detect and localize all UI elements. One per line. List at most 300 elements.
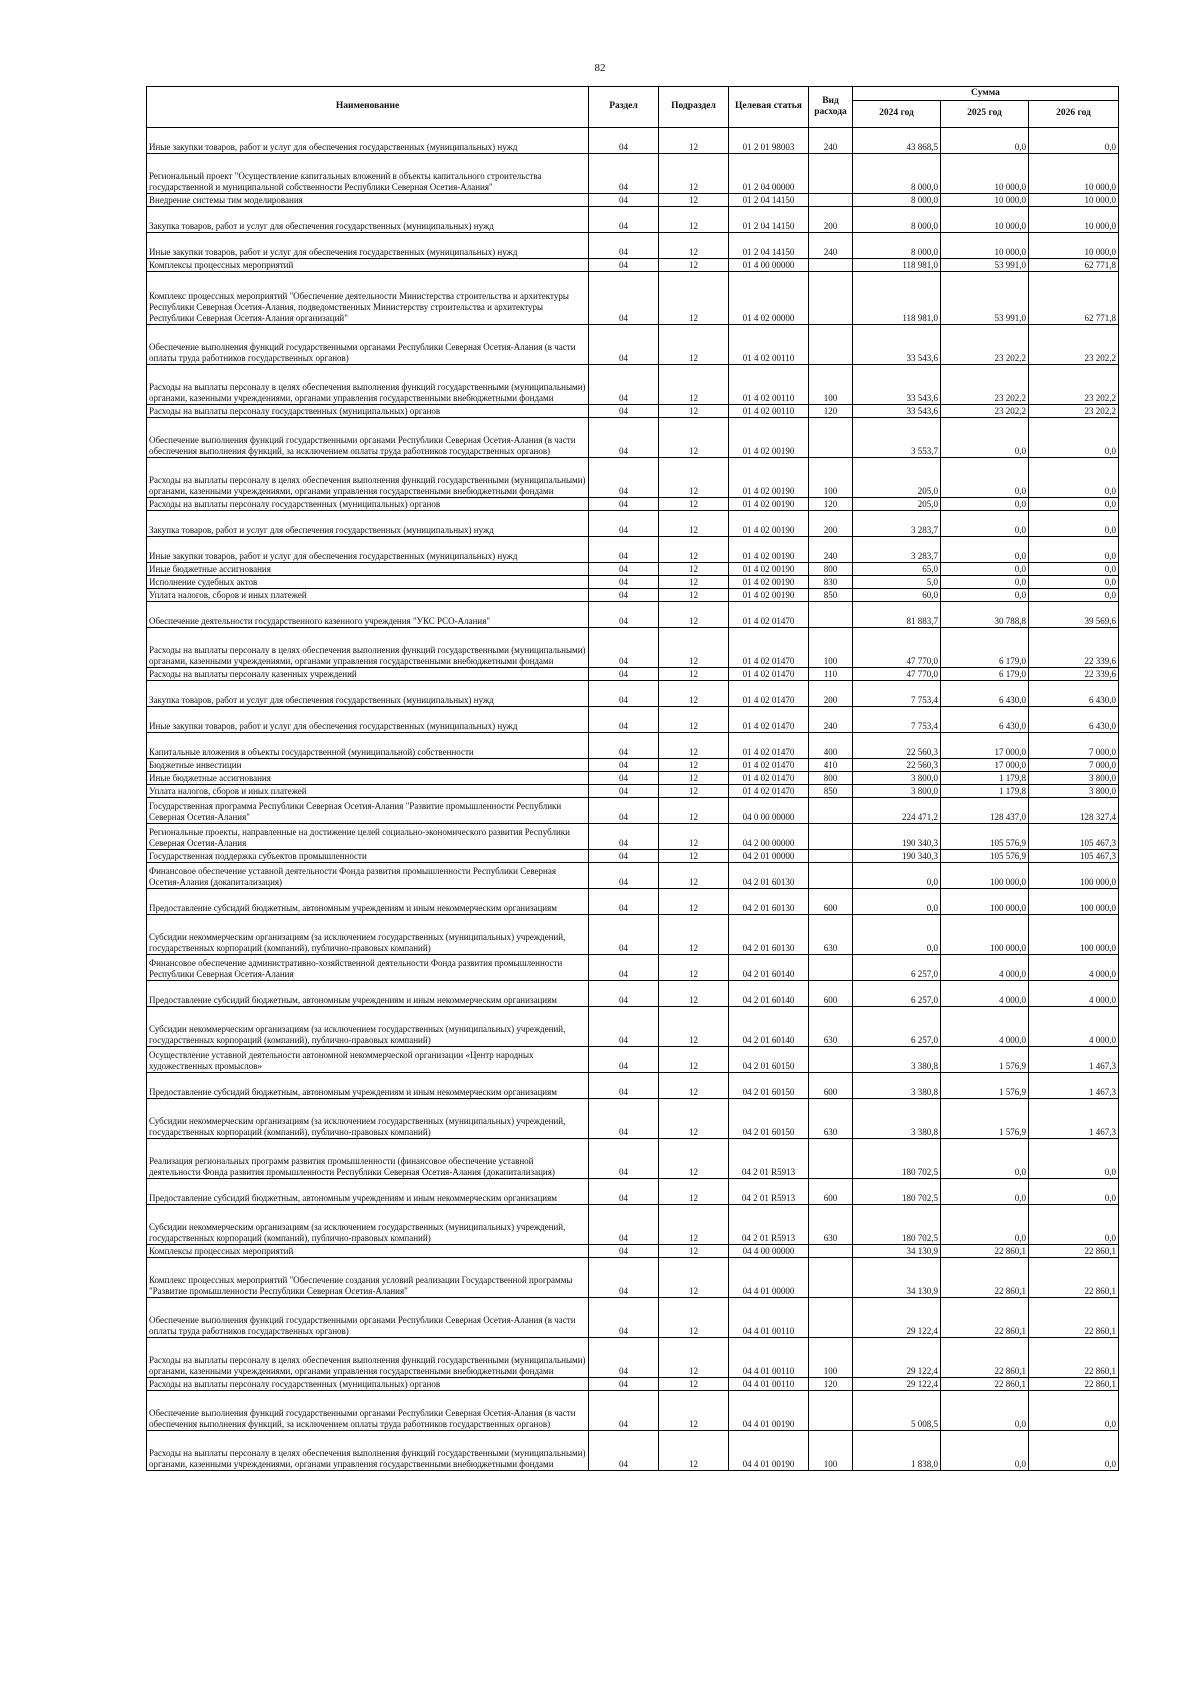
- row-podrazdel: 12: [659, 563, 729, 576]
- row-2025: 4 000,0: [941, 981, 1029, 1007]
- row-name: Иные закупки товаров, работ и услуг для обеспечения государственных (муниципальных) нужд: [147, 537, 589, 563]
- row-2024: 3 800,0: [853, 772, 941, 785]
- row-vid: 600: [809, 1073, 853, 1099]
- row-vid: 100: [809, 458, 853, 498]
- row-2025: 1 576,9: [941, 1047, 1029, 1073]
- row-celevaya: 04 4 01 00190: [729, 1431, 809, 1471]
- row-2025: 1 576,9: [941, 1073, 1029, 1099]
- row-2025: 100 000,0: [941, 863, 1029, 889]
- row-2026: 62 771,8: [1029, 272, 1119, 325]
- row-razdel: 04: [589, 628, 659, 668]
- row-vid: 630: [809, 915, 853, 955]
- row-celevaya: 01 4 02 01470: [729, 772, 809, 785]
- row-vid: 410: [809, 759, 853, 772]
- row-vid: [809, 602, 853, 628]
- row-vid: [809, 272, 853, 325]
- row-2024: 47 770,0: [853, 668, 941, 681]
- row-name: Обеспечение выполнения функций государственными органами Республики Северная Осетия-Алания (в части обеспечения выполнения функций, за исключением оплаты труда работников государственных органов): [147, 1391, 589, 1431]
- row-razdel: 04: [589, 154, 659, 194]
- row-2024: 6 257,0: [853, 955, 941, 981]
- row-2026: 0,0: [1029, 1139, 1119, 1179]
- row-2024: 205,0: [853, 458, 941, 498]
- row-name: Расходы на выплаты персоналу в целях обеспечения выполнения функций государственными (муниципальными) органами, казенными учреждениями, органами управления государственными внебюджетными фондами: [147, 365, 589, 405]
- row-2024: 29 122,4: [853, 1378, 941, 1391]
- row-name: Субсидии некоммерческим организациям (за исключением государственных (муниципальных) учреждений, государственных корпораций (компаний), публично-правовых компаний): [147, 1007, 589, 1047]
- row-2026: 105 467,3: [1029, 850, 1119, 863]
- row-celevaya: 04 0 00 00000: [729, 798, 809, 824]
- row-vid: [809, 154, 853, 194]
- table-row: [147, 733, 1119, 759]
- row-vid: [809, 850, 853, 863]
- row-2025: 10 000,0: [941, 207, 1029, 233]
- row-name: Расходы на выплаты персоналу в целях обеспечения выполнения функций государственными (муниципальными) органами, казенными учреждениями, органами управления государственными внебюджетными фондами: [147, 1431, 589, 1471]
- row-2024: 3 800,0: [853, 785, 941, 798]
- row-celevaya: 04 4 01 00110: [729, 1338, 809, 1378]
- row-2026: 0,0: [1029, 1179, 1119, 1205]
- table-row: [147, 1179, 1119, 1205]
- row-celevaya: 04 2 01 60140: [729, 981, 809, 1007]
- row-podrazdel: 12: [659, 128, 729, 154]
- row-name: Расходы на выплаты персоналу в целях обеспечения выполнения функций государственными (муниципальными) органами, казенными учреждениями, органами управления государственными внебюджетными фондами: [147, 1338, 589, 1378]
- row-vid: 630: [809, 1007, 853, 1047]
- row-vid: 120: [809, 498, 853, 511]
- row-2024: 3 380,8: [853, 1047, 941, 1073]
- row-2024: 60,0: [853, 589, 941, 602]
- row-2024: 33 543,6: [853, 325, 941, 365]
- table-row: [147, 628, 1119, 668]
- row-2024: 33 543,6: [853, 405, 941, 418]
- col-header-vid: Вид расхода: [809, 87, 853, 128]
- row-2024: 180 702,5: [853, 1139, 941, 1179]
- row-podrazdel: 12: [659, 1258, 729, 1298]
- row-2025: 22 860,1: [941, 1298, 1029, 1338]
- row-vid: 240: [809, 707, 853, 733]
- row-podrazdel: 12: [659, 154, 729, 194]
- row-2026: 0,0: [1029, 511, 1119, 537]
- table-row: [147, 1139, 1119, 1179]
- row-2024: 34 130,9: [853, 1245, 941, 1258]
- row-razdel: 04: [589, 1338, 659, 1378]
- row-vid: 800: [809, 563, 853, 576]
- row-celevaya: 01 4 02 01470: [729, 785, 809, 798]
- row-vid: 200: [809, 681, 853, 707]
- row-razdel: 04: [589, 325, 659, 365]
- table-row: [147, 537, 1119, 563]
- row-2026: 1 467,3: [1029, 1047, 1119, 1073]
- table-row: [147, 785, 1119, 798]
- row-celevaya: 01 4 02 00110: [729, 405, 809, 418]
- row-2026: 1 467,3: [1029, 1073, 1119, 1099]
- row-razdel: 04: [589, 1099, 659, 1139]
- row-celevaya: 04 2 00 00000: [729, 824, 809, 850]
- row-vid: [809, 1047, 853, 1073]
- row-2024: 205,0: [853, 498, 941, 511]
- table-row: [147, 1245, 1119, 1258]
- row-name: Иные бюджетные ассигнования: [147, 772, 589, 785]
- col-header-2026: 2026 год: [1029, 101, 1119, 128]
- row-2025: 30 788,8: [941, 602, 1029, 628]
- row-razdel: 04: [589, 458, 659, 498]
- row-2026: 0,0: [1029, 418, 1119, 458]
- row-2026: 62 771,8: [1029, 259, 1119, 272]
- table-row: [147, 889, 1119, 915]
- row-2026: 6 430,0: [1029, 681, 1119, 707]
- table-row: [147, 707, 1119, 733]
- row-name: Бюджетные инвестиции: [147, 759, 589, 772]
- row-2025: 22 860,1: [941, 1245, 1029, 1258]
- row-celevaya: 04 4 01 00190: [729, 1391, 809, 1431]
- row-2025: 0,0: [941, 537, 1029, 563]
- row-razdel: 04: [589, 707, 659, 733]
- row-podrazdel: 12: [659, 707, 729, 733]
- col-header-celevaya: Целевая статья: [729, 87, 809, 128]
- row-vid: 240: [809, 537, 853, 563]
- row-celevaya: 01 4 02 00190: [729, 458, 809, 498]
- row-2026: 10 000,0: [1029, 233, 1119, 259]
- row-vid: 600: [809, 889, 853, 915]
- row-2025: 23 202,2: [941, 325, 1029, 365]
- row-2025: 0,0: [941, 498, 1029, 511]
- row-razdel: 04: [589, 194, 659, 207]
- row-name: Обеспечение выполнения функций государственными органами Республики Северная Осетия-Алания (в части оплаты труда работников государственных органов): [147, 325, 589, 365]
- row-podrazdel: 12: [659, 1205, 729, 1245]
- row-podrazdel: 12: [659, 1179, 729, 1205]
- row-razdel: 04: [589, 1073, 659, 1099]
- row-name: Субсидии некоммерческим организациям (за исключением государственных (муниципальных) учреждений, государственных корпораций (компаний), публично-правовых компаний): [147, 915, 589, 955]
- row-celevaya: 01 2 04 14150: [729, 194, 809, 207]
- row-podrazdel: 12: [659, 981, 729, 1007]
- row-name: Иные закупки товаров, работ и услуг для обеспечения государственных (муниципальных) нужд: [147, 233, 589, 259]
- row-2026: 0,0: [1029, 576, 1119, 589]
- row-razdel: 04: [589, 772, 659, 785]
- row-vid: [809, 1245, 853, 1258]
- row-2026: 4 000,0: [1029, 1007, 1119, 1047]
- row-2026: 4 000,0: [1029, 955, 1119, 981]
- row-2024: 0,0: [853, 915, 941, 955]
- row-name: Исполнение судебных актов: [147, 576, 589, 589]
- row-name: Закупка товаров, работ и услуг для обеспечения государственных (муниципальных) нужд: [147, 511, 589, 537]
- row-2024: 29 122,4: [853, 1298, 941, 1338]
- row-podrazdel: 12: [659, 1298, 729, 1338]
- col-header-summa: Сумма: [853, 87, 1119, 101]
- row-vid: [809, 325, 853, 365]
- row-celevaya: 01 4 02 00110: [729, 365, 809, 405]
- row-2024: 3 380,8: [853, 1073, 941, 1099]
- row-podrazdel: 12: [659, 325, 729, 365]
- table-row: [147, 668, 1119, 681]
- row-celevaya: 04 2 01 60150: [729, 1047, 809, 1073]
- row-2024: 118 981,0: [853, 259, 941, 272]
- row-razdel: 04: [589, 1298, 659, 1338]
- row-name: Расходы на выплаты персоналу в целях обеспечения выполнения функций государственными (муниципальными) органами, казенными учреждениями, органами управления государственными внебюджетными фондами: [147, 628, 589, 668]
- row-vid: 400: [809, 733, 853, 759]
- row-2026: 0,0: [1029, 458, 1119, 498]
- table-row: [147, 850, 1119, 863]
- row-celevaya: 01 4 00 00000: [729, 259, 809, 272]
- row-2024: 190 340,3: [853, 824, 941, 850]
- table-row: [147, 272, 1119, 325]
- table-row: [147, 772, 1119, 785]
- row-2025: 100 000,0: [941, 889, 1029, 915]
- row-2025: 22 860,1: [941, 1258, 1029, 1298]
- table-row: [147, 576, 1119, 589]
- row-vid: 800: [809, 772, 853, 785]
- table-row: [147, 207, 1119, 233]
- row-2025: 0,0: [941, 418, 1029, 458]
- row-2026: 100 000,0: [1029, 889, 1119, 915]
- table-row: [147, 325, 1119, 365]
- row-razdel: 04: [589, 1139, 659, 1179]
- row-name: Предоставление субсидий бюджетным, автономным учреждениям и иным некоммерческим организациям: [147, 889, 589, 915]
- row-2025: 0,0: [941, 1205, 1029, 1245]
- row-2025: 6 430,0: [941, 707, 1029, 733]
- row-name: Иные бюджетные ассигнования: [147, 563, 589, 576]
- row-vid: 110: [809, 668, 853, 681]
- row-name: Обеспечение выполнения функций государственными органами Республики Северная Осетия-Алания (в части обеспечения выполнения функций, за исключением оплаты труда работников государственных органов): [147, 418, 589, 458]
- row-name: Расходы на выплаты персоналу в целях обеспечения выполнения функций государственными (муниципальными) органами, казенными учреждениями, органами управления государственными внебюджетными фондами: [147, 458, 589, 498]
- row-2025: 1 179,8: [941, 772, 1029, 785]
- row-podrazdel: 12: [659, 458, 729, 498]
- row-2026: 7 000,0: [1029, 759, 1119, 772]
- row-name: Уплата налогов, сборов и иных платежей: [147, 785, 589, 798]
- table-row: [147, 128, 1119, 154]
- row-vid: 850: [809, 589, 853, 602]
- row-razdel: 04: [589, 602, 659, 628]
- row-2024: 29 122,4: [853, 1338, 941, 1378]
- row-2025: 105 576,9: [941, 824, 1029, 850]
- table-row: [147, 981, 1119, 1007]
- row-vid: [809, 1139, 853, 1179]
- row-2025: 53 991,0: [941, 272, 1029, 325]
- row-2024: 65,0: [853, 563, 941, 576]
- row-name: Финансовое обеспечение административно-хозяйственной деятельности Фонда развития промышленности Республики Северная Осетия-Алания: [147, 955, 589, 981]
- row-name: Расходы на выплаты персоналу казенных учреждений: [147, 668, 589, 681]
- row-2025: 0,0: [941, 511, 1029, 537]
- row-2026: 22 860,1: [1029, 1258, 1119, 1298]
- row-celevaya: 01 4 02 00000: [729, 272, 809, 325]
- row-razdel: 04: [589, 207, 659, 233]
- row-razdel: 04: [589, 850, 659, 863]
- row-celevaya: 01 4 02 01470: [729, 733, 809, 759]
- row-celevaya: 01 2 04 00000: [729, 154, 809, 194]
- row-2024: 5 008,5: [853, 1391, 941, 1431]
- row-celevaya: 01 2 04 14150: [729, 207, 809, 233]
- col-header-podrazdel: Подраздел: [659, 87, 729, 128]
- row-celevaya: 04 4 01 00000: [729, 1258, 809, 1298]
- row-2024: 8 000,0: [853, 154, 941, 194]
- row-vid: [809, 1391, 853, 1431]
- row-vid: 200: [809, 511, 853, 537]
- table-row: [147, 1205, 1119, 1245]
- row-2024: 22 560,3: [853, 733, 941, 759]
- row-name: Региональные проекты, направленные на достижение целей социально-экономического развития Республики Северная Осетия-Алания: [147, 824, 589, 850]
- row-2024: 6 257,0: [853, 1007, 941, 1047]
- row-2026: 22 860,1: [1029, 1378, 1119, 1391]
- row-2025: 0,0: [941, 1179, 1029, 1205]
- row-podrazdel: 12: [659, 1391, 729, 1431]
- row-podrazdel: 12: [659, 1139, 729, 1179]
- row-name: Государственная поддержка субъектов промышленности: [147, 850, 589, 863]
- row-podrazdel: 12: [659, 233, 729, 259]
- row-2024: 118 981,0: [853, 272, 941, 325]
- col-header-2025: 2025 год: [941, 101, 1029, 128]
- row-name: Комплекс процессных мероприятий "Обеспечение деятельности Министерства строительства и архитектуры Республики Северная Осетия-Алания, подведомственных Министерству строительства и архитектуры Республики Северная Осетия-Алания организаций": [147, 272, 589, 325]
- row-2024: 81 883,7: [853, 602, 941, 628]
- row-razdel: 04: [589, 1378, 659, 1391]
- table-row: [147, 511, 1119, 537]
- row-celevaya: 04 2 01 60130: [729, 889, 809, 915]
- row-2025: 6 179,0: [941, 668, 1029, 681]
- row-podrazdel: 12: [659, 1073, 729, 1099]
- row-celevaya: 01 4 02 00190: [729, 511, 809, 537]
- row-2026: 1 467,3: [1029, 1099, 1119, 1139]
- col-header-name: Наименование: [147, 87, 589, 128]
- row-name: Закупка товаров, работ и услуг для обеспечения государственных (муниципальных) нужд: [147, 681, 589, 707]
- row-vid: 630: [809, 1099, 853, 1139]
- row-2025: 10 000,0: [941, 194, 1029, 207]
- row-podrazdel: 12: [659, 681, 729, 707]
- row-razdel: 04: [589, 498, 659, 511]
- row-razdel: 04: [589, 1391, 659, 1431]
- row-vid: 100: [809, 365, 853, 405]
- row-razdel: 04: [589, 233, 659, 259]
- row-podrazdel: 12: [659, 272, 729, 325]
- row-vid: [809, 259, 853, 272]
- table-row: [147, 1298, 1119, 1338]
- row-razdel: 04: [589, 365, 659, 405]
- row-podrazdel: 12: [659, 194, 729, 207]
- row-2025: 23 202,2: [941, 365, 1029, 405]
- row-2026: 0,0: [1029, 563, 1119, 576]
- row-2025: 1 179,8: [941, 785, 1029, 798]
- row-podrazdel: 12: [659, 1099, 729, 1139]
- row-vid: 600: [809, 1179, 853, 1205]
- row-2025: 0,0: [941, 589, 1029, 602]
- row-name: Закупка товаров, работ и услуг для обеспечения государственных (муниципальных) нужд: [147, 207, 589, 233]
- row-2025: 17 000,0: [941, 759, 1029, 772]
- row-vid: [809, 798, 853, 824]
- row-2026: 6 430,0: [1029, 707, 1119, 733]
- row-celevaya: 04 2 01 R5913: [729, 1179, 809, 1205]
- row-podrazdel: 12: [659, 850, 729, 863]
- row-2025: 23 202,2: [941, 405, 1029, 418]
- row-razdel: 04: [589, 1047, 659, 1073]
- row-2024: 8 000,0: [853, 233, 941, 259]
- row-podrazdel: 12: [659, 602, 729, 628]
- row-vid: 630: [809, 1205, 853, 1245]
- row-2024: 34 130,9: [853, 1258, 941, 1298]
- row-2024: 8 000,0: [853, 207, 941, 233]
- row-podrazdel: 12: [659, 511, 729, 537]
- row-podrazdel: 12: [659, 759, 729, 772]
- row-vid: [809, 1258, 853, 1298]
- row-razdel: 04: [589, 668, 659, 681]
- row-2025: 4 000,0: [941, 1007, 1029, 1047]
- row-razdel: 04: [589, 863, 659, 889]
- row-vid: 240: [809, 128, 853, 154]
- row-celevaya: 04 2 01 60140: [729, 955, 809, 981]
- table-row: [147, 915, 1119, 955]
- row-podrazdel: 12: [659, 668, 729, 681]
- row-podrazdel: 12: [659, 537, 729, 563]
- row-name: Предоставление субсидий бюджетным, автономным учреждениям и иным некоммерческим организациям: [147, 981, 589, 1007]
- row-2026: 3 800,0: [1029, 785, 1119, 798]
- row-celevaya: 01 4 02 00190: [729, 576, 809, 589]
- table-row: [147, 1047, 1119, 1073]
- row-razdel: 04: [589, 915, 659, 955]
- row-podrazdel: 12: [659, 733, 729, 759]
- row-2024: 7 753,4: [853, 681, 941, 707]
- row-2026: 100 000,0: [1029, 863, 1119, 889]
- row-2025: 4 000,0: [941, 955, 1029, 981]
- table-body: [147, 128, 1119, 1471]
- row-2026: 23 202,2: [1029, 405, 1119, 418]
- table-header: [147, 87, 1119, 128]
- row-2026: 105 467,3: [1029, 824, 1119, 850]
- row-razdel: 04: [589, 589, 659, 602]
- row-vid: [809, 955, 853, 981]
- row-razdel: 04: [589, 1007, 659, 1047]
- row-podrazdel: 12: [659, 498, 729, 511]
- row-2026: 0,0: [1029, 1391, 1119, 1431]
- row-2024: 7 753,4: [853, 707, 941, 733]
- row-razdel: 04: [589, 511, 659, 537]
- row-celevaya: 01 4 02 00190: [729, 498, 809, 511]
- row-name: Комплексы процессных мероприятий: [147, 259, 589, 272]
- row-name: Предоставление субсидий бюджетным, автономным учреждениям и иным некоммерческим организациям: [147, 1073, 589, 1099]
- table-row: [147, 563, 1119, 576]
- row-2024: 3 380,8: [853, 1099, 941, 1139]
- row-2026: 10 000,0: [1029, 154, 1119, 194]
- row-razdel: 04: [589, 955, 659, 981]
- row-razdel: 04: [589, 259, 659, 272]
- row-podrazdel: 12: [659, 772, 729, 785]
- row-2024: 6 257,0: [853, 981, 941, 1007]
- row-celevaya: 04 2 01 60130: [729, 915, 809, 955]
- row-podrazdel: 12: [659, 405, 729, 418]
- row-celevaya: 01 4 02 00190: [729, 563, 809, 576]
- row-vid: 120: [809, 1378, 853, 1391]
- row-vid: [809, 824, 853, 850]
- row-vid: [809, 1298, 853, 1338]
- table-row: [147, 759, 1119, 772]
- row-vid: 850: [809, 785, 853, 798]
- row-2025: 6 430,0: [941, 681, 1029, 707]
- table-row: [147, 1099, 1119, 1139]
- row-vid: 200: [809, 207, 853, 233]
- row-2024: 3 553,7: [853, 418, 941, 458]
- row-2025: 100 000,0: [941, 915, 1029, 955]
- row-podrazdel: 12: [659, 798, 729, 824]
- table-row: [147, 955, 1119, 981]
- row-2026: 100 000,0: [1029, 915, 1119, 955]
- row-celevaya: 01 2 04 14150: [729, 233, 809, 259]
- row-celevaya: 01 4 02 00190: [729, 418, 809, 458]
- row-vid: 240: [809, 233, 853, 259]
- row-vid: [809, 418, 853, 458]
- row-2025: 1 576,9: [941, 1099, 1029, 1139]
- row-podrazdel: 12: [659, 915, 729, 955]
- table-row: [147, 1391, 1119, 1431]
- table-row: [147, 154, 1119, 194]
- row-celevaya: 04 4 00 00000: [729, 1245, 809, 1258]
- row-2026: 39 569,6: [1029, 602, 1119, 628]
- row-celevaya: 04 2 01 R5913: [729, 1139, 809, 1179]
- row-razdel: 04: [589, 272, 659, 325]
- row-2024: 190 340,3: [853, 850, 941, 863]
- row-2025: 0,0: [941, 1391, 1029, 1431]
- row-2024: 0,0: [853, 863, 941, 889]
